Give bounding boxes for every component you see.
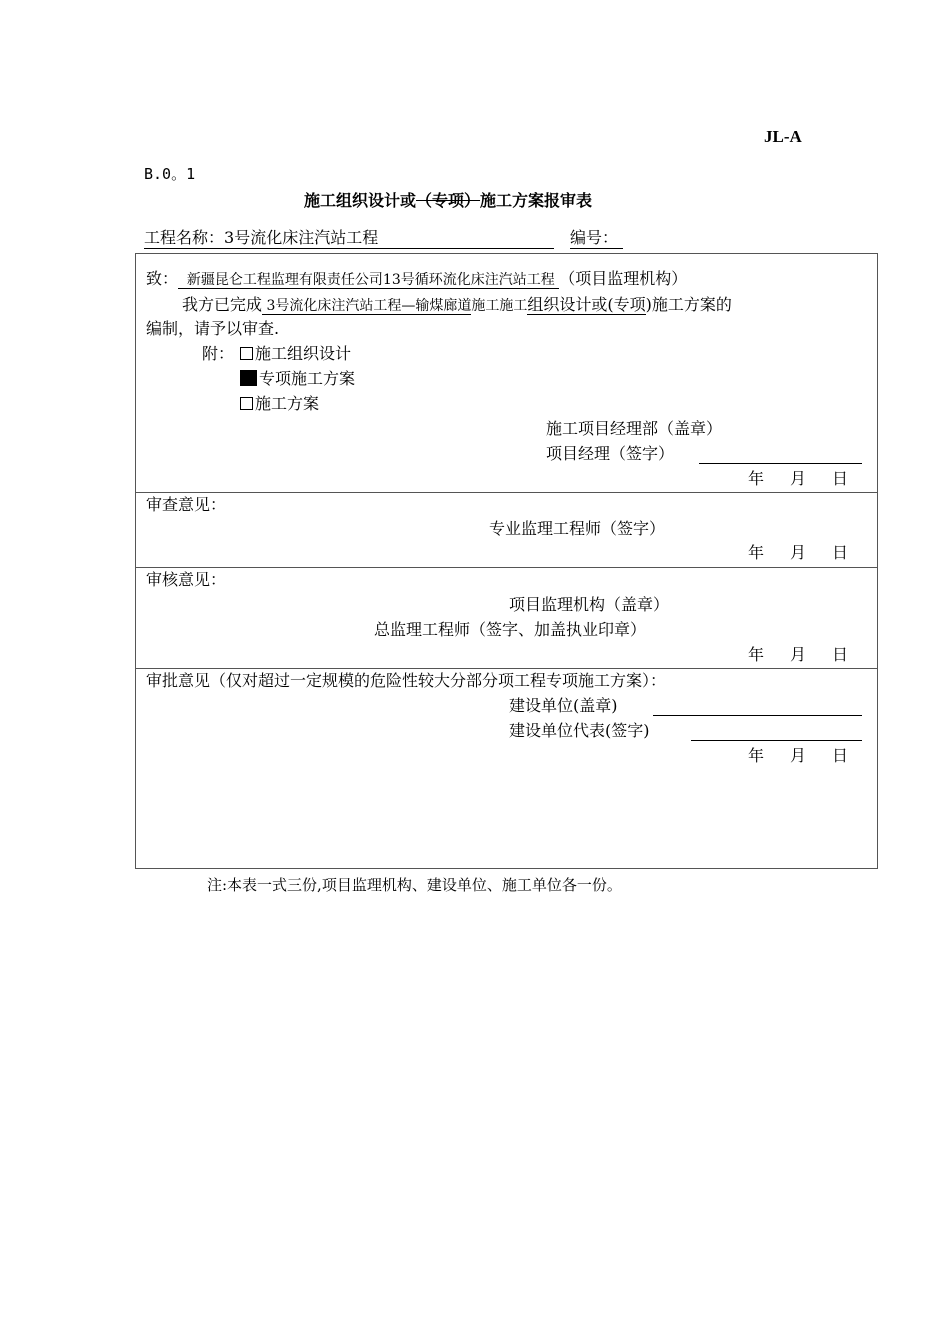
review-section: [136, 492, 877, 568]
checkbox-icon[interactable]: [240, 347, 253, 360]
checkbox-icon[interactable]: [240, 397, 253, 410]
engineer-sign-label: 专业监理工程师（签字）: [489, 519, 666, 538]
footer-note: 注:本表一式三份,项目监理机构、建设单位、施工单位各一份。: [207, 876, 622, 894]
review-label: 审查意见：: [146, 495, 227, 514]
project-label: 工程名称：: [144, 228, 225, 247]
option-construction-plan[interactable]: [240, 393, 319, 415]
date-line: 年 月 日: [748, 746, 849, 765]
para-prefix: 我方已完成: [182, 295, 263, 314]
form-title: [304, 188, 592, 211]
date-line: 年 月 日: [748, 645, 849, 664]
title-strike: （专项）: [416, 191, 481, 210]
option-label: 施工方案: [255, 394, 320, 413]
pm-signature-line[interactable]: [699, 462, 862, 464]
to-line: [146, 268, 687, 291]
audit-label: 审核意见：: [146, 570, 227, 589]
para-mid: 施工施工: [471, 298, 528, 314]
to-suffix: （项目监理机构）: [559, 269, 688, 288]
project-name: 3号流化床注汽站工程: [224, 228, 379, 247]
title-part1: 施工组织设计或: [304, 191, 417, 210]
dept-seal-label: 施工项目经理部（盖章）: [546, 419, 723, 438]
to-label: 致：: [146, 269, 179, 288]
option-construction-design[interactable]: [240, 343, 351, 365]
approval-label: 审批意见（仅对超过一定规模的危险性较大分部分项工程专项施工方案）：: [146, 671, 667, 690]
project-name-field: [144, 225, 554, 249]
owner-rep-label: 建设单位代表(签字): [509, 721, 650, 740]
org-seal-label: 项目监理机构（盖章）: [509, 595, 670, 614]
submission-section: [136, 254, 877, 493]
para-end: )施工方案的: [645, 295, 732, 314]
form-code: JL-A: [764, 127, 802, 146]
owner-rep-signature-line[interactable]: [691, 739, 862, 741]
para-underlined: 组织设计或(专项: [527, 295, 646, 314]
option-label: 施工组织设计: [255, 344, 352, 363]
para-subject: 3号流化床注汽站工程—输煤廊道: [262, 298, 471, 315]
date-line: 年 月 日: [748, 543, 849, 562]
form-table: [135, 253, 878, 869]
owner-seal-label: 建设单位(盖章): [509, 696, 618, 715]
number-label: 编号：: [570, 228, 619, 247]
approval-section: [136, 668, 877, 868]
chief-sign-label: 总监理工程师（签字、加盖执业印章）: [374, 620, 647, 639]
title-part2: 施工方案报审表: [480, 191, 593, 210]
pm-sign-label: 项目经理（签字）: [546, 444, 675, 463]
date-line: 年 月 日: [748, 469, 849, 488]
option-special-plan[interactable]: [240, 368, 355, 390]
number-field: [570, 225, 623, 249]
statement-line1: [182, 294, 732, 317]
attachment-label: 附：: [202, 344, 235, 363]
statement-line2: 编制，请予以审查.: [146, 319, 280, 338]
form-ref-number: B.0。1: [144, 165, 196, 183]
to-recipient: 新疆昆仑工程监理有限责任公司13号循环流化床注汽站工程: [178, 272, 559, 289]
audit-section: [136, 567, 877, 669]
project-line: [144, 225, 626, 247]
owner-seal-line[interactable]: [653, 714, 862, 716]
option-label: 专项施工方案: [259, 369, 356, 388]
checked-box-icon[interactable]: [240, 370, 257, 386]
